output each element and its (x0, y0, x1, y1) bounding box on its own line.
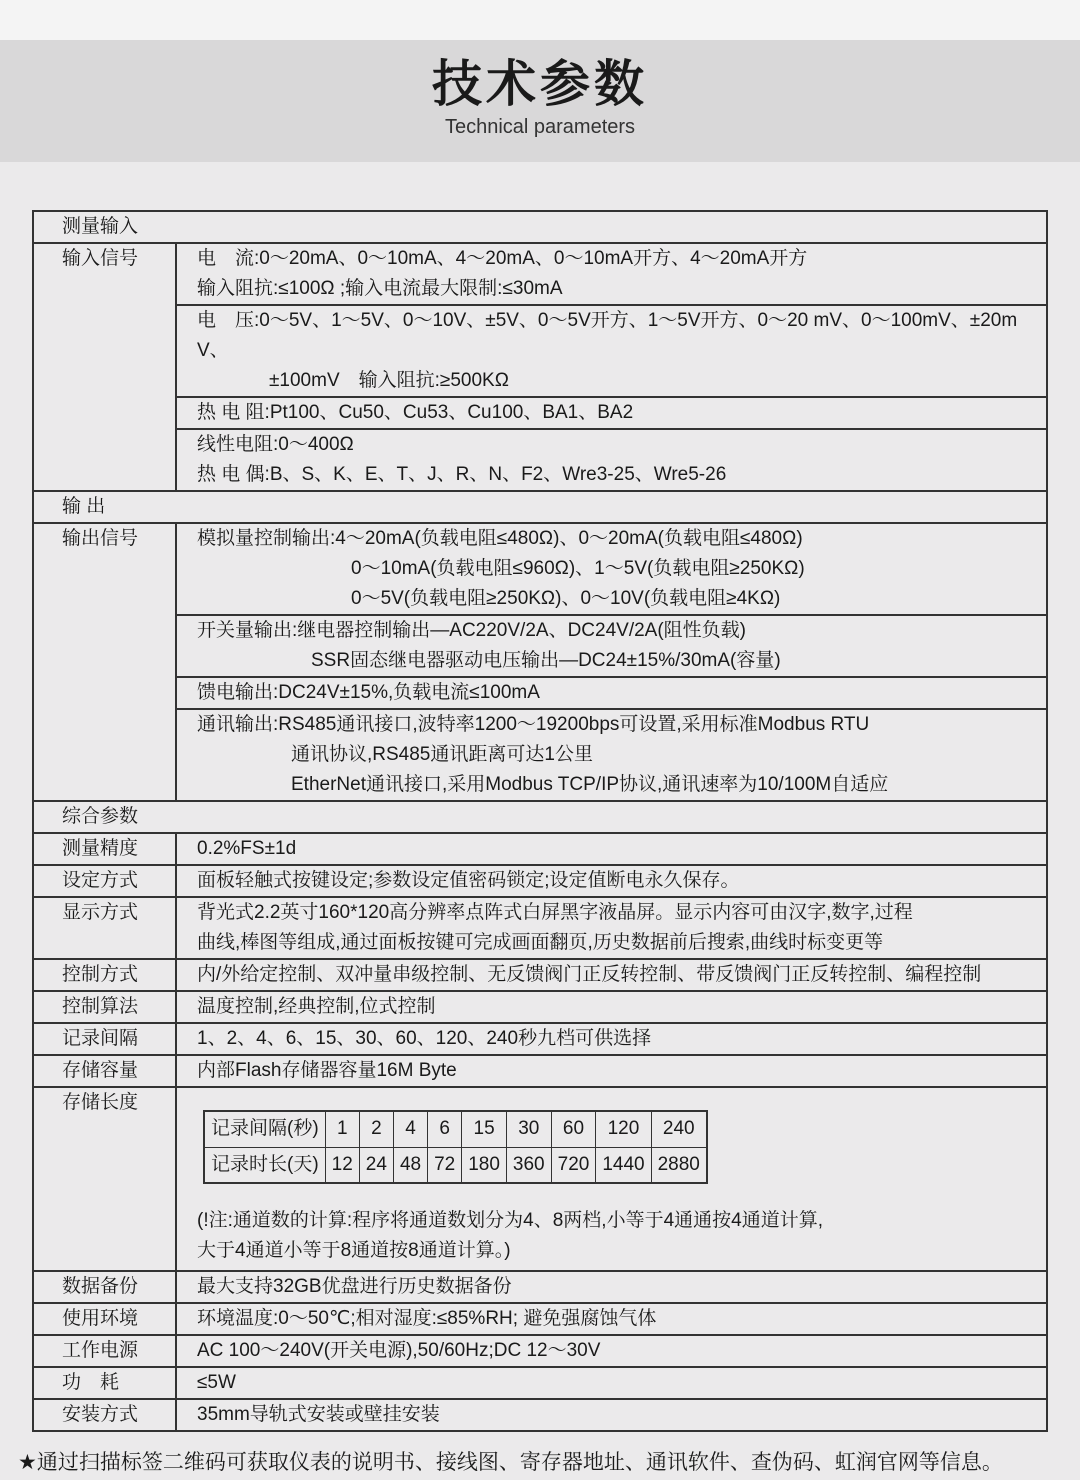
table-cell: 72 (428, 1147, 462, 1183)
spec-row (34, 896, 1046, 958)
switch-output: SSR固态继电器驱动电压输出—DC24±15%/30mA(容量) (311, 650, 781, 671)
table-cell: 2880 (651, 1147, 707, 1183)
row-output-signal (34, 522, 1046, 800)
comm-output: 通讯协议,RS485通讯距离可达1公里 (291, 744, 593, 765)
row-value: 背光式2.2英寸160*120高分辨率点阵式白屏黑字液晶屏。显示内容可由汉字,数字,过程 (197, 902, 913, 923)
table-cell: 360 (506, 1147, 551, 1183)
comm-output: EtherNet通讯接口,采用Modbus TCP/IP协议,通讯速率为10/100M自适应 (291, 774, 889, 795)
row-label: 测量精度 (34, 834, 177, 864)
table-cell: 60 (551, 1111, 596, 1147)
row-value: 最大支持32GB优盘进行历史数据备份 (197, 1276, 512, 1297)
section-general: 综合参数 (62, 806, 139, 827)
spec-row (34, 1302, 1046, 1334)
table-cell: 120 (596, 1111, 651, 1147)
switch-output: 开关量输出:继电器控制输出—AC220V/2A、DC24V/2A(阻性负载) (197, 620, 746, 641)
spec-row (34, 990, 1046, 1022)
row-value: 内/外给定控制、双冲量串级控制、无反馈阀门正反转控制、带反馈阀门正反转控制、编程控制 (197, 964, 982, 985)
row-label: 设定方式 (34, 866, 177, 896)
table-cell: 48 (393, 1147, 427, 1183)
tc-spec: 热 电 偶:B、S、K、E、T、J、R、N、F2、Wre3-25、Wre5-26 (197, 464, 727, 485)
rtd-spec: 热 电 阻:Pt100、Cu50、Cu53、Cu100、BA1、BA2 (197, 402, 634, 423)
row-label: 工作电源 (34, 1336, 177, 1366)
row-value: ≤5W (197, 1372, 236, 1393)
row-value: 温度控制,经典控制,位式控制 (197, 996, 436, 1017)
table-cell: 4 (393, 1111, 427, 1147)
storage-note: (!注:通道数的计算:程序将通道数划分为4、8两档,小等于4通通按4通道计算, (197, 1210, 823, 1231)
row-label: 控制算法 (34, 992, 177, 1022)
voltage-spec: 电 压:0～5V、1～5V、0～10V、±5V、0～5V开方、1～5V开方、0～20 mV、0～100mV、±20mV、 (197, 310, 1018, 361)
table-row-header: 记录间隔(秒) (204, 1111, 325, 1147)
row-label: 输入信号 (34, 244, 177, 490)
header-banner (0, 40, 1080, 162)
table-cell: 1 (325, 1111, 359, 1147)
analog-output: 0～10mA(负载电阻≤960Ω)、1～5V(负载电阻≥250KΩ) (351, 558, 805, 579)
row-label: 功 耗 (34, 1368, 177, 1398)
row-label: 显示方式 (34, 898, 177, 958)
footer-note: ★通过扫描标签二维码可获取仪表的说明书、接线图、寄存器地址、通讯软件、查伪码、虹润官网等信息。 (18, 1451, 1003, 1474)
row-label: 存储容量 (34, 1056, 177, 1086)
table-cell: 6 (428, 1111, 462, 1147)
voltage-impedance: ±100mV 输入阻抗:≥500KΩ (269, 370, 509, 391)
row-label: 使用环境 (34, 1304, 177, 1334)
spec-row (34, 1398, 1046, 1430)
current-spec: 电 流:0～20mA、0～10mA、4～20mA、0～10mA开方、4～20mA开方 (197, 248, 808, 269)
table-cell: 180 (462, 1147, 507, 1183)
storage-table (203, 1110, 708, 1184)
table-cell: 720 (551, 1147, 596, 1183)
feed-output: 馈电输出:DC24V±15%,负载电流≤100mA (197, 682, 540, 703)
page-subtitle: Technical parameters (444, 116, 636, 138)
spec-table (32, 210, 1048, 1432)
section-input: 测量输入 (62, 216, 139, 237)
row-storage-length (34, 1086, 1046, 1270)
spec-row (34, 1270, 1046, 1302)
table-cell: 30 (506, 1111, 551, 1147)
table-row-header: 记录时长(天) (204, 1147, 325, 1183)
row-value: 环境温度:0～50℃;相对湿度:≤85%RH; 避免强腐蚀气体 (197, 1308, 657, 1329)
table-cell: 240 (651, 1111, 707, 1147)
row-value: 曲线,棒图等组成,通过面板按键可完成画面翻页,历史数据前后搜索,曲线时标变更等 (197, 932, 884, 953)
row-value: 35mm导轨式安装或壁挂安装 (197, 1404, 440, 1425)
page-title: 技术参数 (432, 56, 648, 112)
linear-spec: 线性电阻:0～400Ω (197, 434, 354, 455)
row-value: 1、2、4、6、15、30、60、120、240秒九档可供选择 (197, 1028, 652, 1049)
section-output: 输 出 (62, 496, 106, 517)
analog-output: 0～5V(负载电阻≥250KΩ)、0～10V(负载电阻≥4KΩ) (351, 588, 781, 609)
spec-row (34, 1334, 1046, 1366)
analog-output: 模拟量控制输出:4～20mA(负载电阻≤480Ω)、0～20mA(负载电阻≤480Ω) (197, 528, 803, 549)
top-strip (0, 0, 1080, 40)
row-label: 存储长度 (34, 1088, 177, 1270)
row-value: 0.2%FS±1d (197, 838, 297, 859)
table-cell: 15 (462, 1111, 507, 1147)
row-label: 控制方式 (34, 960, 177, 990)
row-label: 安装方式 (34, 1400, 177, 1430)
table-cell: 1440 (596, 1147, 651, 1183)
table-cell: 24 (359, 1147, 393, 1183)
storage-note: 大于4通道小等于8通道按8通道计算。) (197, 1240, 511, 1261)
comm-output: 通讯输出:RS485通讯接口,波特率1200～19200bps可设置,采用标准Modbus RTU (197, 714, 870, 735)
spec-row (34, 1054, 1046, 1086)
row-label: 数据备份 (34, 1272, 177, 1302)
row-label: 输出信号 (34, 524, 177, 800)
spec-row (34, 958, 1046, 990)
table-cell: 12 (325, 1147, 359, 1183)
row-label: 记录间隔 (34, 1024, 177, 1054)
spec-row (34, 864, 1046, 896)
row-value: 面板轻触式按键设定;参数设定值密码锁定;设定值断电永久保存。 (197, 870, 740, 891)
spec-row (34, 1022, 1046, 1054)
spec-row (34, 1366, 1046, 1398)
current-impedance: 输入阻抗:≤100Ω ;输入电流最大限制:≤30mA (197, 278, 563, 299)
row-value: 内部Flash存储器容量16M Byte (197, 1060, 457, 1081)
row-input-signal (34, 242, 1046, 490)
spec-row (34, 832, 1046, 864)
row-value: AC 100～240V(开关电源),50/60Hz;DC 12～30V (197, 1340, 601, 1361)
table-cell: 2 (359, 1111, 393, 1147)
